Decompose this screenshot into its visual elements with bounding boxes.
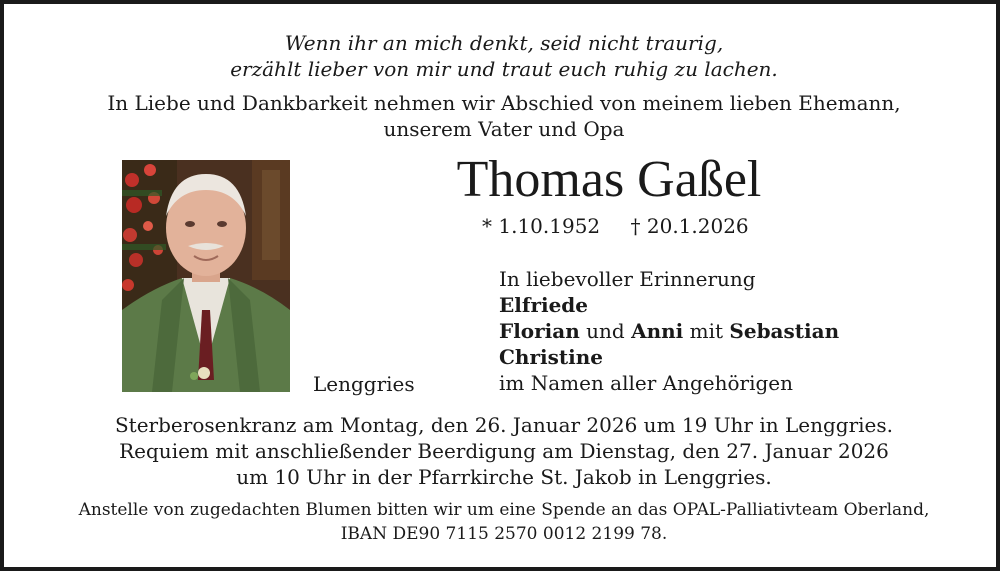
mourners-block [499, 266, 839, 396]
mourner-name: Anni [631, 319, 684, 343]
service-line-2: Requiem mit anschließender Beerdigung am Dienstag, den 27. Januar 2026 [119, 439, 889, 463]
mourner-name: Elfriede [499, 293, 589, 317]
mourner-line-3 [499, 344, 839, 370]
intro-line-1: In Liebe und Dankbarkeit nehmen wir Abschied von meinem lieben Ehemann, [107, 91, 901, 115]
service-line-3: um 10 Uhr in der Pfarrkirche St. Jakob in Lenggries. [236, 465, 772, 489]
mourner-name: Christine [499, 345, 603, 369]
connector-word: und [586, 319, 625, 343]
quote-line-2: erzählt lieber von mir und traut euch ruhig zu lachen. [230, 57, 778, 81]
mourner-line-1 [499, 292, 839, 318]
service-line-1: Sterberosenkranz am Montag, den 26. Januar 2026 um 19 Uhr in Lenggries. [114, 413, 894, 437]
birth-date: * 1.10.1952 [482, 214, 601, 238]
mourner-line-2 [499, 318, 839, 344]
intro-line-2: unserem Vater und Opa [383, 117, 625, 141]
death-date: † 20.1.2026 [630, 214, 749, 238]
donation-line-2: IBAN DE90 7115 2570 0012 2199 78. [340, 524, 668, 544]
life-dates [482, 214, 749, 238]
mourner-name: Sebastian [729, 319, 840, 343]
connector-word: mit [689, 319, 724, 343]
residence-place: Lenggries [313, 372, 415, 396]
mourners-closing: im Namen aller Angehörigen [499, 371, 794, 395]
deceased-name: Thomas Gaßel [456, 151, 762, 208]
portrait-photo [122, 160, 290, 392]
donation-line-1: Anstelle von zugedachten Blumen bitten wir um eine Spende an das OPAL-Palliativteam Oberland, [78, 500, 930, 520]
mourner-name: Florian [499, 319, 580, 343]
mourners-intro: In liebevoller Erinnerung [499, 267, 756, 291]
quote-line-1: Wenn ihr an mich denkt, seid nicht traurig, [284, 31, 724, 55]
